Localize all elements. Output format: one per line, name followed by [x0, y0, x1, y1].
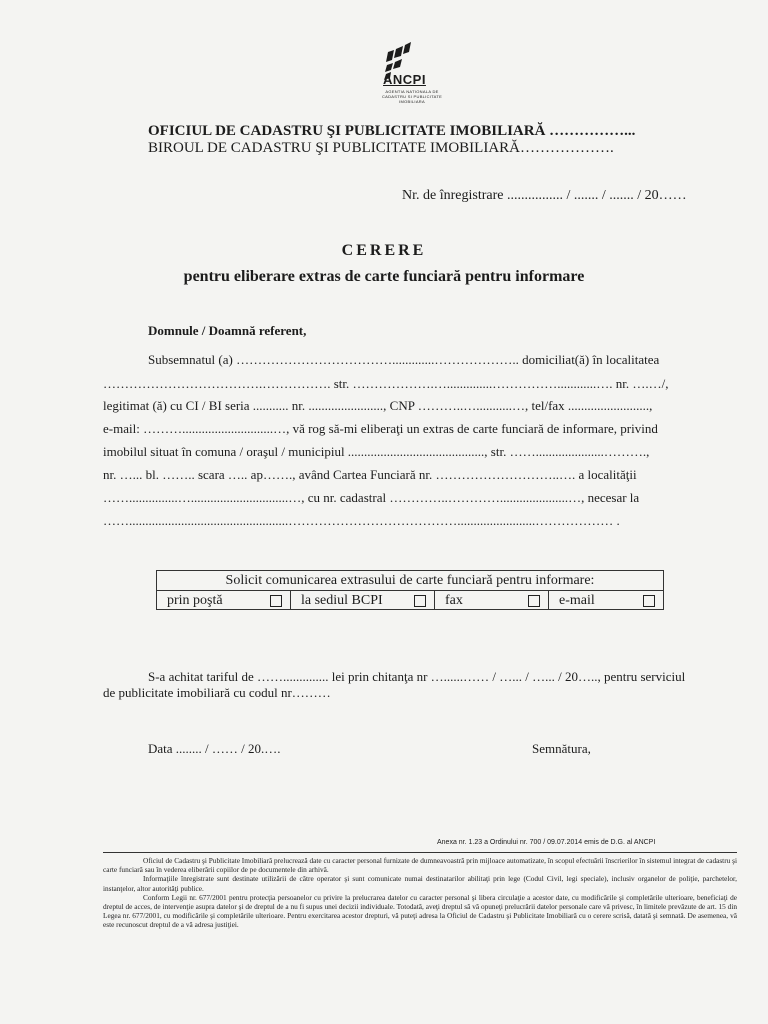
privacy-notice: [103, 856, 737, 930]
footer-divider: [103, 852, 737, 853]
communication-options: [157, 591, 663, 610]
option-label: prin poştă: [167, 593, 223, 608]
option-label: la sediul BCPI: [301, 593, 383, 608]
salutation: Domnule / Doamnă referent,: [148, 323, 307, 338]
page-title: CERERE: [341, 242, 427, 259]
bureau-heading: BIROUL DE CADASTRU ŞI PUBLICITATE IMOBILIARĂ……………….: [148, 140, 614, 156]
office-heading: OFICIUL DE CADASTRU ŞI PUBLICITATE IMOBILIARĂ ……………...: [148, 123, 636, 139]
bcpi-checkbox[interactable]: [414, 595, 426, 607]
fax-checkbox[interactable]: [528, 595, 540, 607]
post-checkbox[interactable]: [270, 595, 282, 607]
notice-paragraph-1: Oficiul de Cadastru şi Publicitate Imobiliară prelucrează date cu caracter personal furnizate de dumneavoastră prin mijloace automatizate, în scopul efectuării înscrierilor în sistemul integrat de cadastru şi carte funciară sau în vederea eliberării copiilor de pe documentele din arhivă.: [103, 856, 737, 875]
email-checkbox[interactable]: [643, 595, 655, 607]
body-line-4: e-mail: ………............................…, vă rog să-mi eliberaţi un extras de carte funciară de informare, privind: [103, 421, 658, 436]
option-label: fax: [445, 593, 463, 608]
option-email[interactable]: [549, 591, 663, 610]
fee-line-1: S-a achitat tariful de …….............. lei prin chitanţa nr …......…… / …... / …... / 20….., pentru serviciul: [148, 669, 686, 684]
annex-reference: Anexa nr. 1.23 a Ordinului nr. 700 / 09.07.2014 emis de D.G. al ANCPI: [437, 839, 656, 846]
option-bcpi[interactable]: [291, 591, 435, 610]
date-field: Data ........ / …… / 20.….: [148, 741, 281, 756]
body-line-7: ……...............…..............................…, cu nr. cadastral …………..………….....................…, necesar la: [103, 490, 640, 505]
notice-paragraph-3: Conform Legii nr. 677/2001 pentru protecţia persoanelor cu privire la prelucrarea datelor cu caracter personal şi libera circulaţie a acestor date, cu modificările şi completările ulterioare, beneficiaţi de dreptul de acces, de intervenţie asupra datelor şi de dreptul de a nu fi supus unei decizii individuale. Totodată, aveţi dreptul să vă opuneţi prelucrării datelor personale care vă privesc, în limitele prevăzute de art. 15 din Legea nr. 677/2001, cu modificările şi completările ulterioare. Pentru exercitarea acestor drepturi, vă puteţi adresa la Oficiul de Cadastru şi Publicitate Imobiliară cu o cerere scrisă, datată şi semnată. De asemenea, vă este recunoscut dreptul de a vă adresa justiţiei.: [103, 892, 737, 930]
body-line-8: …….................................................…………………………………........................……………… .: [103, 513, 620, 528]
body-line-5: imobilul situat în comuna / oraşul / municipiul .........................................., str. …….....................……….,: [103, 444, 650, 459]
communication-title: Solicit comunicarea extrasului de carte funciară pentru informare:: [157, 571, 663, 591]
communication-box: [156, 570, 664, 610]
notice-paragraph-2: Informaţiile înregistrate sunt destinate utilizării de către operator şi sunt comunicate numai destinatarilor abilitaţi prin lege (Codul Civil, legi speciale), inclusiv organelor de poliţie, parchetelor, instanţelor, altor autorităţi publice.: [103, 874, 737, 893]
fee-line-2: de publicitate imobiliară cu codul nr………: [103, 685, 331, 700]
body-line-6: nr. …... bl. …….. scara ….. ap……., având Cartea Funciară nr. ………………………..…. a localităţii: [103, 467, 637, 482]
option-label: e-mail: [559, 593, 595, 608]
option-fax[interactable]: [435, 591, 549, 610]
signature-label: Semnătura,: [532, 741, 591, 756]
page-subtitle: pentru eliberare extras de carte funciară pentru informare: [183, 268, 585, 285]
body-line-2: ……………………………….……………. str. ……………….…..............……………............…. nr. ….…/,: [103, 376, 669, 391]
registration-number: Nr. de înregistrare ................ / ....... / ....... / 20……: [402, 188, 687, 203]
logo-subtitle: AGENTIA NATIONALA DE CADASTRU SI PUBLICITATE IMOBILIARA: [381, 89, 443, 104]
option-post[interactable]: [157, 591, 291, 610]
logo-name: ANCPI: [383, 72, 426, 87]
body-line-3: legitimat (ă) cu CI / BI seria ........... nr. ......................., CNP ………..…...........…, tel/fax .........................,: [103, 398, 653, 413]
body-line-1: Subsemnatul (a) ……………………………….............……………….. domiciliat(ă) în localitatea: [148, 352, 660, 367]
